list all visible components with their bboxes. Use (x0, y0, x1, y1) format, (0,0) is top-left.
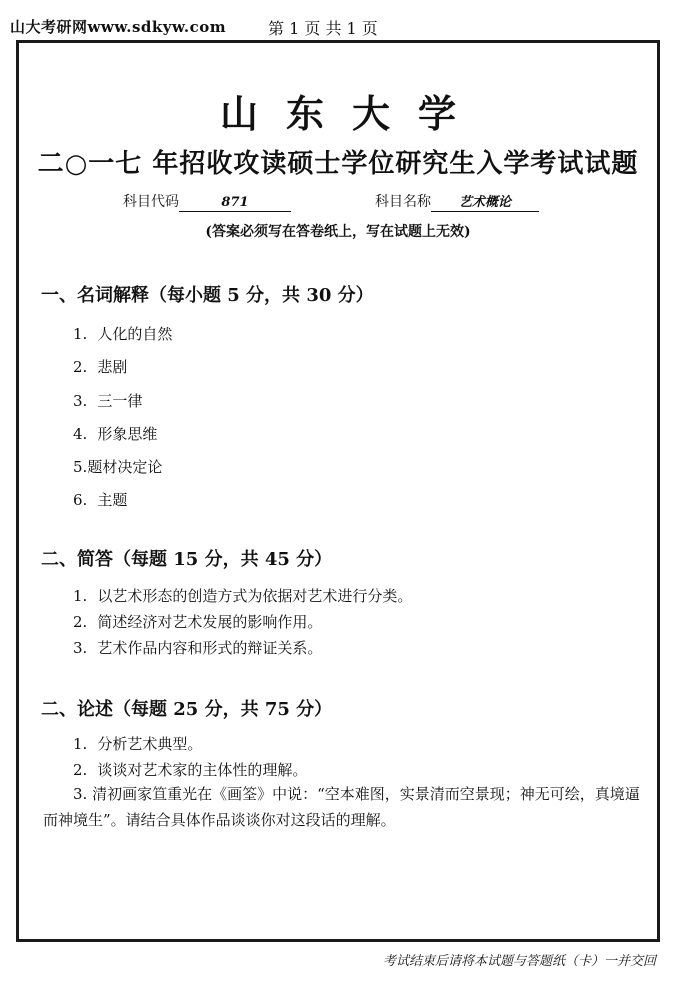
subject-name-value: 艺术概论 (431, 191, 539, 212)
question-text: 清初画家笪重光在《画筌》中说：“空本难图，实景清而空景现；神无可绘，真境逼而神境生”。请结合具体作品谈谈你对这段话的理解。 (43, 785, 640, 829)
question-item (73, 489, 127, 510)
question-number: 1. (73, 587, 88, 605)
question-item (73, 585, 412, 606)
question-item (73, 390, 142, 411)
subject-name-row (375, 191, 539, 212)
subject-code-row (123, 191, 291, 212)
question-number: 3. (73, 639, 88, 657)
question-item (73, 733, 202, 754)
footer-instruction: 考试结束后请将本试题与答题纸（卡）一并交回 (382, 954, 656, 969)
question-text: 艺术作品内容和形式的辩证关系。 (97, 639, 323, 657)
question-text: 以艺术形态的创造方式为依据对艺术进行分类。 (97, 587, 413, 605)
question-text: 悲剧 (97, 358, 128, 376)
section-heading: 二、简答（每题 15 分，共 45 分） (41, 549, 333, 570)
question-text: 主题 (97, 491, 128, 509)
question-text: 形象思维 (97, 425, 158, 443)
question-text: 谈谈对艺术家的主体性的理解。 (97, 761, 308, 779)
section-heading: 一、名词解释（每小题 5 分，共 30 分） (41, 285, 374, 306)
question-number: 3. (73, 785, 88, 803)
question-text: 三一律 (97, 392, 143, 410)
question-item (43, 781, 643, 833)
question-item (73, 423, 157, 444)
question-text: 简述经济对艺术发展的影响作用。 (97, 613, 323, 631)
answer-notice: (答案必须写在答卷纸上，写在试题上无效) (205, 224, 471, 240)
question-number: 2. (73, 761, 88, 779)
page-info: 第 1 页 共 1 页 (268, 19, 378, 38)
question-text: 分析艺术典型。 (97, 735, 203, 753)
question-item (73, 456, 162, 477)
question-item (73, 611, 322, 632)
question-item (73, 637, 322, 658)
site-watermark: 山大考研网www.sdkyw.com (10, 18, 227, 36)
question-item (73, 323, 172, 344)
subject-code-value: 871 (179, 195, 291, 212)
subject-name-label: 科目名称 (375, 194, 431, 210)
question-number: 2. (73, 358, 88, 376)
question-number: 1. (73, 325, 88, 343)
question-item (73, 356, 127, 377)
question-number: 3. (73, 392, 88, 410)
question-number: 2. (73, 613, 88, 631)
exam-paper-frame (16, 40, 660, 942)
question-number: 4. (73, 425, 88, 443)
question-number: 5. (73, 458, 88, 476)
exam-title: 二○一七 年招收攻读硕士学位研究生入学考试试题 (37, 149, 639, 179)
subject-code-label: 科目代码 (123, 194, 179, 210)
question-text: 题材决定论 (87, 458, 163, 476)
question-number: 1. (73, 735, 88, 753)
question-number: 6. (73, 491, 88, 509)
question-item (73, 759, 307, 780)
question-text: 人化的自然 (97, 325, 173, 343)
university-title: 山东大学 (219, 91, 484, 136)
section-heading: 二、论述（每题 25 分，共 75 分） (41, 699, 333, 720)
